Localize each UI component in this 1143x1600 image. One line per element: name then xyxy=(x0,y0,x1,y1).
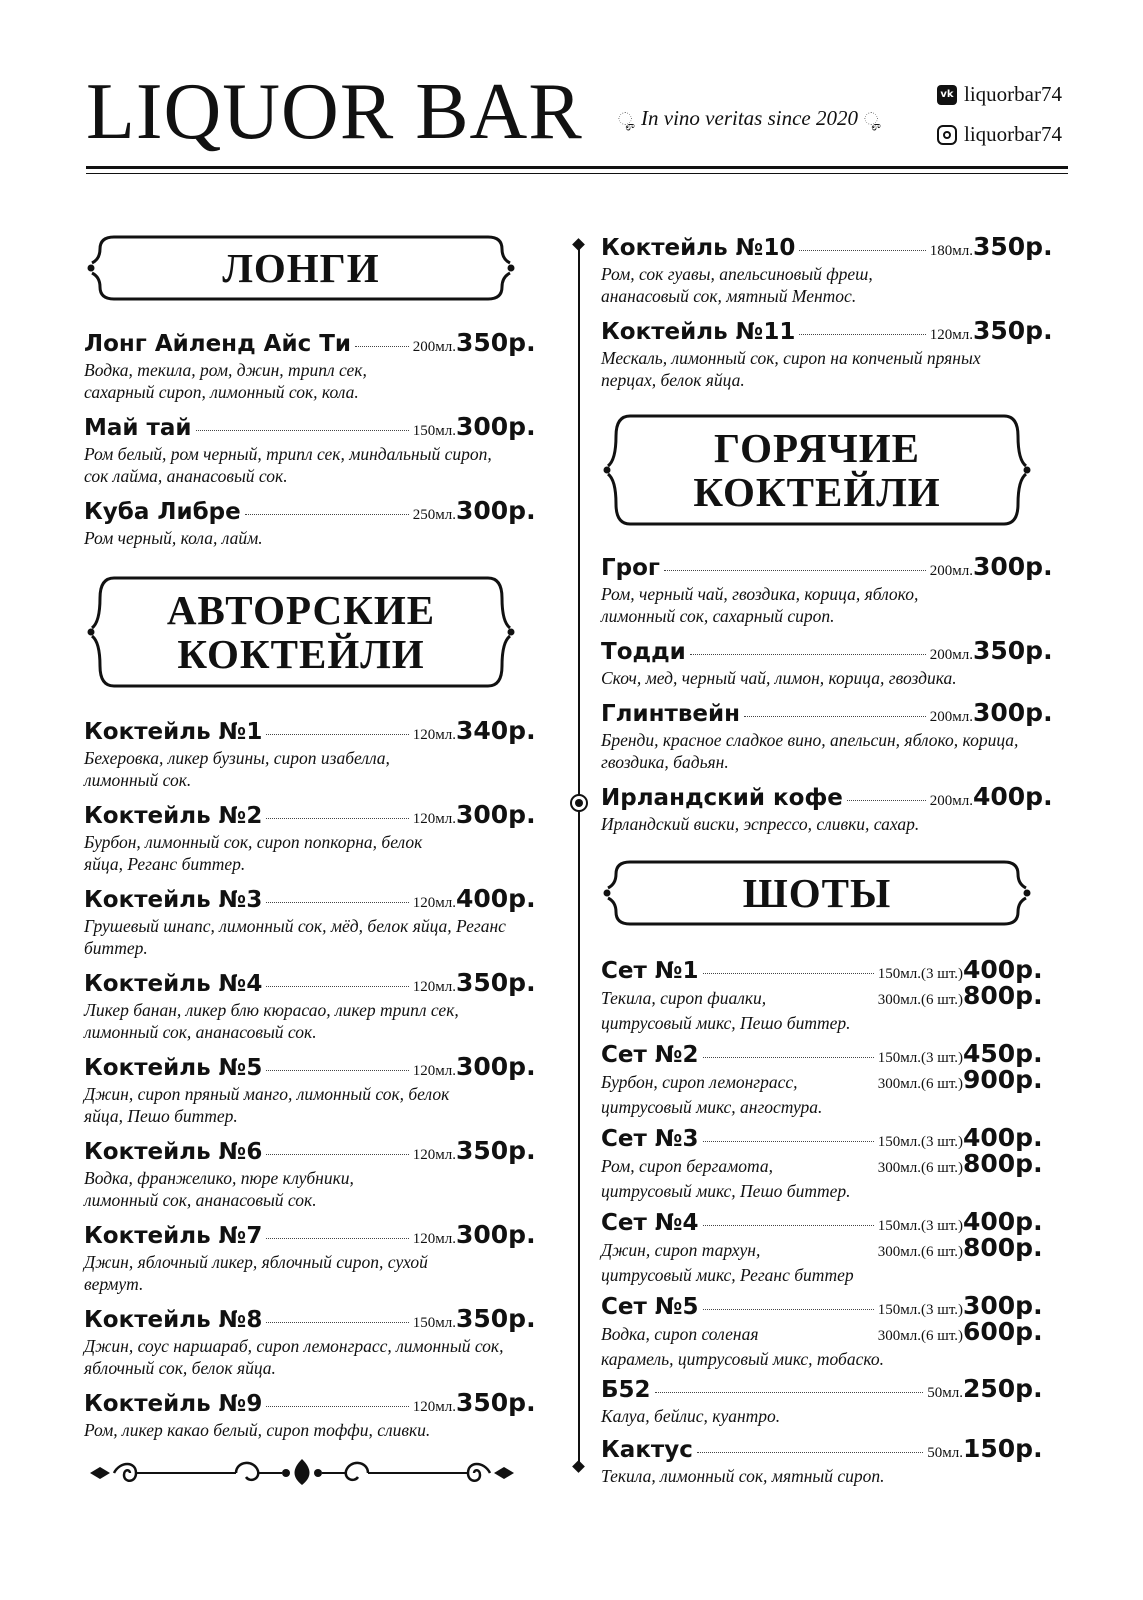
item-price: 150р. xyxy=(963,1434,1043,1463)
item-name: Ирландский кофе xyxy=(601,785,843,811)
item-name: Май тай xyxy=(84,415,192,441)
item-volume: 200мл. xyxy=(412,339,456,355)
item-volume: 120мл. xyxy=(412,727,456,743)
header-rule-thin xyxy=(86,173,1068,174)
item-name: Тодди xyxy=(601,639,686,665)
item-price: 300р. xyxy=(456,1220,536,1249)
menu-item xyxy=(84,1052,536,1127)
instagram-icon xyxy=(937,125,957,145)
shot-set xyxy=(601,1123,1043,1202)
section-title-line2: КОКТЕЙЛИ xyxy=(177,631,425,677)
instagram-handle: liquorbar74 xyxy=(964,122,1062,146)
item-price: 350р. xyxy=(456,1304,536,1333)
item-price: 300р. xyxy=(973,698,1053,727)
item-volume-large: 300мл.(6 шт.) xyxy=(877,992,963,1008)
tagline xyxy=(612,106,887,131)
menu-item xyxy=(84,800,536,875)
item-name: Б52 xyxy=(601,1377,651,1403)
item-description: Ликер банан, ликер блю кюрасао, ликер трипл сек, лимонный сок, ананасовый сок. xyxy=(84,1000,459,1042)
item-price: 400р. xyxy=(963,955,1043,984)
menu-item xyxy=(601,1434,1043,1487)
item-volume: 120мл. xyxy=(412,895,456,911)
item-description: Джин, соус наршараб, сироп лемонграсс, лимонный сок, яблочный сок, белок яйца. xyxy=(84,1336,504,1378)
item-volume: 50мл. xyxy=(927,1385,963,1401)
item-name: Кактус xyxy=(601,1437,693,1463)
item-description: Ром, черный чай, гвоздика, корица, яблоко, лимонный сок, сахарный сироп. xyxy=(601,584,919,626)
item-name: Сет №1 xyxy=(601,958,699,984)
item-description: Водка, сироп соленая xyxy=(601,1324,759,1344)
item-volume: 250мл. xyxy=(412,507,456,523)
item-description: Калуа, бейлис, куантро. xyxy=(601,1406,781,1426)
item-volume: 200мл. xyxy=(929,563,973,579)
item-price: 350р. xyxy=(973,316,1053,345)
menu-item xyxy=(84,1304,536,1379)
item-volume: 120мл. xyxy=(412,1399,456,1415)
item-price: 350р. xyxy=(456,1136,536,1165)
item-name: Коктейль №8 xyxy=(84,1307,263,1333)
item-price: 300р. xyxy=(456,800,536,829)
item-price-large: 900р. xyxy=(963,1065,1043,1094)
item-name: Коктейль №10 xyxy=(601,235,796,261)
menu-item xyxy=(601,316,1053,391)
item-description-cont: цитрусовый микс, Пешо биттер. xyxy=(601,1181,851,1201)
item-description: Бурбон, сироп лемонграсс, xyxy=(601,1072,798,1092)
item-volume: 150мл.(3 шт.) xyxy=(877,1302,963,1318)
item-volume: 50мл. xyxy=(927,1445,963,1461)
item-price-large: 800р. xyxy=(963,1149,1043,1178)
menu-item xyxy=(601,782,1053,835)
item-volume: 150мл. xyxy=(412,1315,456,1331)
item-volume: 150мл.(3 шт.) xyxy=(877,1134,963,1150)
item-description-cont: цитрусовый микс, Пешо биттер. xyxy=(601,1013,851,1033)
item-description: Джин, яблочный ликер, яблочный сироп, сухой вермут. xyxy=(84,1252,428,1294)
item-name: Лонг Айленд Айс Ти xyxy=(84,331,352,357)
item-description: Ром, сок гуавы, апельсиновый фреш, ананасовый сок, мятный Ментос. xyxy=(601,264,873,306)
item-volume: 150мл.(3 шт.) xyxy=(877,1050,963,1066)
swirl-ornament-icon: ೄ xyxy=(863,109,882,129)
item-volume: 150мл. xyxy=(412,423,456,439)
menu-item xyxy=(84,716,536,791)
item-name: Коктейль №7 xyxy=(84,1223,263,1249)
item-volume-large: 300мл.(6 шт.) xyxy=(877,1160,963,1176)
item-price: 340р. xyxy=(456,716,536,745)
item-price: 350р. xyxy=(456,328,536,357)
item-description: Водка, текила, ром, джин, трипл сек, сахарный сироп, лимонный сок, кола. xyxy=(84,360,367,402)
shot-set xyxy=(601,1039,1043,1118)
item-description: Водка, франжелико, пюре клубники, лимонный сок, ананасовый сок. xyxy=(84,1168,354,1210)
section-header-hot xyxy=(602,414,1032,526)
item-price: 300р. xyxy=(456,1052,536,1081)
item-price: 350р. xyxy=(973,636,1053,665)
item-price: 350р. xyxy=(973,232,1053,261)
item-price: 300р. xyxy=(456,496,536,525)
item-name: Коктейль №1 xyxy=(84,719,263,745)
item-price-large: 800р. xyxy=(963,981,1043,1010)
item-description: Ром, ликер какао белый, сироп тоффи, сливки. xyxy=(84,1420,431,1440)
menu-item xyxy=(84,412,536,487)
item-description: Текила, сироп фиалки, xyxy=(601,988,767,1008)
menu-item xyxy=(84,496,536,549)
instagram-link[interactable] xyxy=(937,122,1062,147)
item-volume: 150мл.(3 шт.) xyxy=(877,966,963,982)
item-volume-large: 300мл.(6 шт.) xyxy=(877,1244,963,1260)
section-header-longs xyxy=(86,235,516,301)
menu-item xyxy=(84,1136,536,1211)
item-name: Коктейль №3 xyxy=(84,887,263,913)
item-description: Бехеровка, ликер бузины, сироп изабелла, лимонный сок. xyxy=(84,748,390,790)
vk-icon: vk xyxy=(937,85,957,105)
section-title-line1: АВТОРСКИЕ xyxy=(166,587,436,633)
divider-diamond-icon xyxy=(572,238,585,251)
item-description: Мескаль, лимонный сок, сироп на копченый пряных перцах, белок яйца. xyxy=(601,348,981,390)
header-rule xyxy=(86,166,1068,169)
item-volume: 200мл. xyxy=(929,647,973,663)
item-volume: 200мл. xyxy=(929,793,973,809)
item-description: Джин, сироп тархун, xyxy=(601,1240,761,1260)
item-name: Сет №4 xyxy=(601,1210,699,1236)
item-volume: 150мл.(3 шт.) xyxy=(877,1218,963,1234)
shot-set xyxy=(601,1291,1043,1370)
item-description: Ром белый, ром черный, трипл сек, миндальный сироп, сок лайма, ананасовый сок. xyxy=(84,444,492,486)
item-name: Грог xyxy=(601,555,660,581)
section-title: ЛОНГИ xyxy=(222,245,380,291)
section-header-signature xyxy=(86,576,516,688)
item-price: 300р. xyxy=(973,552,1053,581)
item-description-cont: цитрусовый микс, Реганс биттер xyxy=(601,1265,854,1285)
item-description: Бурбон, лимонный сок, сироп попкорна, белок яйца, Реганс биттер. xyxy=(84,832,423,874)
item-name: Сет №2 xyxy=(601,1042,699,1068)
item-price: 300р. xyxy=(456,412,536,441)
section-title-line1: ГОРЯЧИЕ xyxy=(714,425,920,471)
item-volume-large: 300мл.(6 шт.) xyxy=(877,1076,963,1092)
item-name: Коктейль №2 xyxy=(84,803,263,829)
swirl-ornament-icon: ೄ xyxy=(618,109,636,129)
item-description: Бренди, красное сладкое вино, апельсин, яблоко, корица, гвоздика, бадьян. xyxy=(601,730,1019,772)
menu-item xyxy=(601,636,1053,689)
item-description: Текила, лимонный сок, мятный сироп. xyxy=(601,1466,885,1486)
item-volume: 180мл. xyxy=(929,243,973,259)
item-price: 250р. xyxy=(963,1374,1043,1403)
item-volume: 120мл. xyxy=(412,1063,456,1079)
item-volume: 120мл. xyxy=(412,811,456,827)
item-name: Коктейль №5 xyxy=(84,1055,263,1081)
menu-item xyxy=(84,968,536,1043)
item-description: Джин, сироп пряный манго, лимонный сок, белок яйца, Пешо биттер. xyxy=(84,1084,450,1126)
item-description: Грушевый шнапс, лимонный сок, мёд, белок яйца, Реганс биттер. xyxy=(84,916,506,958)
shot-set xyxy=(601,1207,1043,1286)
item-description-cont: карамель, цитрусовый микс, тобаско. xyxy=(601,1349,884,1369)
item-name: Сет №3 xyxy=(601,1126,699,1152)
menu-item xyxy=(84,1220,536,1295)
item-price: 450р. xyxy=(963,1039,1043,1068)
section-header-shots xyxy=(602,860,1032,926)
vk-link[interactable] xyxy=(937,82,1062,107)
item-name: Коктейль №9 xyxy=(84,1391,263,1417)
item-price: 400р. xyxy=(973,782,1053,811)
section-title-line2: КОКТЕЙЛИ xyxy=(693,469,941,515)
divider-ring-icon xyxy=(570,794,588,812)
menu-item xyxy=(84,1388,536,1441)
menu-item xyxy=(84,884,536,959)
item-name: Сет №5 xyxy=(601,1294,699,1320)
shot-set xyxy=(601,955,1043,1034)
item-price: 400р. xyxy=(456,884,536,913)
item-name: Коктейль №11 xyxy=(601,319,796,345)
menu-item xyxy=(601,1374,1043,1427)
divider-diamond-icon xyxy=(572,1460,585,1473)
item-volume: 120мл. xyxy=(412,1147,456,1163)
menu-item xyxy=(601,552,1053,627)
item-name: Коктейль №4 xyxy=(84,971,263,997)
menu-item xyxy=(84,328,536,403)
section-title: ШОТЫ xyxy=(742,870,892,916)
tagline-text: In vino veritas since 2020 xyxy=(641,106,858,130)
item-price-large: 600р. xyxy=(963,1317,1043,1346)
item-volume: 120мл. xyxy=(929,327,973,343)
vk-handle: liquorbar74 xyxy=(964,82,1062,106)
menu-item xyxy=(601,232,1053,307)
item-name: Куба Либре xyxy=(84,499,241,525)
item-description: Ром черный, кола, лайм. xyxy=(84,528,263,548)
item-volume: 120мл. xyxy=(412,979,456,995)
item-price-large: 800р. xyxy=(963,1233,1043,1262)
bar-logo: LIQUOR BAR xyxy=(86,68,583,156)
flourish-ornament-icon xyxy=(86,1455,518,1491)
item-description: Скоч, мед, черный чай, лимон, корица, гвоздика. xyxy=(601,668,957,688)
item-price: 350р. xyxy=(456,968,536,997)
item-name: Глинтвейн xyxy=(601,701,740,727)
menu-item xyxy=(601,698,1053,773)
item-description: Ром, сироп бергамота, xyxy=(601,1156,773,1176)
item-volume-large: 300мл.(6 шт.) xyxy=(877,1328,963,1344)
column-divider xyxy=(578,245,580,1470)
item-price: 400р. xyxy=(963,1123,1043,1152)
item-volume: 200мл. xyxy=(929,709,973,725)
item-description: Ирландский виски, эспрессо, сливки, сахар. xyxy=(601,814,920,834)
item-name: Коктейль №6 xyxy=(84,1139,263,1165)
item-description-cont: цитрусовый микс, ангостура. xyxy=(601,1097,823,1117)
item-volume: 120мл. xyxy=(412,1231,456,1247)
item-price: 350р. xyxy=(456,1388,536,1417)
item-price: 300р. xyxy=(963,1291,1043,1320)
item-price: 400р. xyxy=(963,1207,1043,1236)
